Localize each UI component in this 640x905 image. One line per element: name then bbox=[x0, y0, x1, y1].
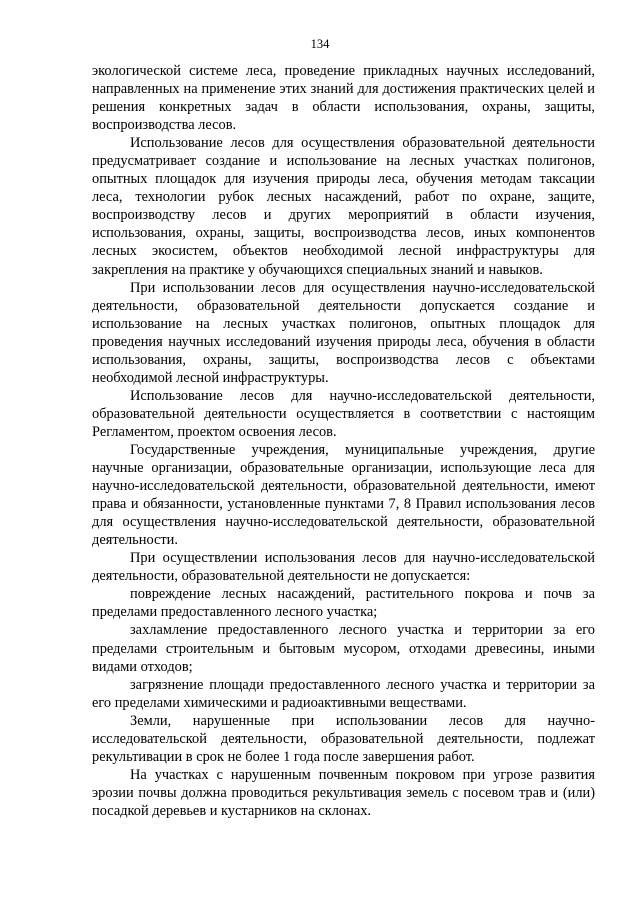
paragraph-continuation: экологической системе леса, проведение прикладных научных исследований, направленных на применение этих знаний для достижения практических целей и решения конкретных задач в области использования, охраны, защиты, воспроизводства лесов. bbox=[92, 63, 595, 134]
paragraph-regulation-basis: Использование лесов для научно-исследовательской деятельности, образовательной деятельности осуществляется в соответствии с настоящим Регламентом, проектом освоения лесов. bbox=[92, 387, 595, 440]
list-item-damage: повреждение лесных насаждений, растительного покрова и почв за пределами предоставленного лесного участка; bbox=[92, 586, 595, 621]
paragraph-research-use: При использовании лесов для осуществления научно-исследовательской деятельности, образовательной деятельности допускается создание и использование на лесных участках полигонов, опытных площадок для проведения научных исследований изучения природы леса, обучения в области использования, охраны, защиты, воспроизводства лесов с объектами необходимой лесной инфраструктуры. bbox=[92, 279, 595, 386]
paragraph-educational-use: Использование лесов для осуществления образовательной деятельности предусматривает создание и использование на лесных участках полигонов, опытных площадок для изучения природы леса, обучения методам таксации леса, технологии рубок лесных насаждений, работ по охране, защите, воспроизводству лесов и других мероприятий в области изучения, использования, охраны, защиты, воспроизводства лесов, иных компонентов лесных экосистем, объектов необходимой лесной инфраструктуры для закрепления на практике у обучающихся специальных знаний и навыков. bbox=[92, 135, 595, 278]
page-number: 134 bbox=[310, 37, 330, 51]
paragraph-rights-obligations: Государственные учреждения, муниципальные учреждения, другие научные организации, образовательные организации, использующие леса для научно-исследовательской деятельности, образовательной деятельности, имеют права и обязанности, установленные пунктами 7, 8 Правил использования лесов для осуществления научно-исследовательской деятельности, образовательной деятельности. bbox=[92, 441, 595, 549]
paragraph-reclamation: Земли, нарушенные при использовании лесов для научно-исследовательской деятельности, образовательной деятельности, подлежат рекультивации в срок не более 1 года после завершения работ. bbox=[92, 712, 595, 765]
list-item-littering: захламление предоставленного лесного участка и территории за его пределами строительным и бытовым мусором, отходами древесины, иными видами отходов; bbox=[92, 622, 595, 675]
paragraph-erosion: На участках с нарушенным почвенным покровом при угрозе развития эрозии почвы должна проводиться рекультивация земель с посевом трав и (или) посадкой деревьев и кустарников на склонах. bbox=[92, 766, 595, 819]
list-item-pollution: загрязнение площади предоставленного лесного участка и территории за его пределами химическими и радиоактивными веществами. bbox=[92, 676, 595, 711]
document-body bbox=[92, 62, 595, 820]
paragraph-prohibitions-intro: При осуществлении использования лесов для научно-исследовательской деятельности, образовательной деятельности не допускается: bbox=[92, 550, 595, 585]
